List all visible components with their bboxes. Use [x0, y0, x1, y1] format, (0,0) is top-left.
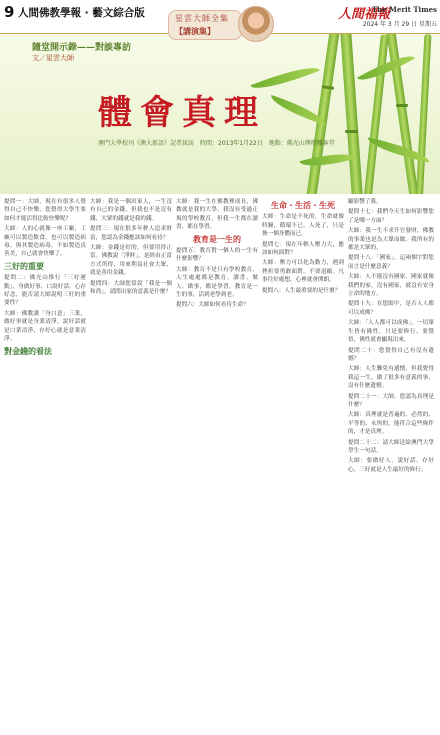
column-badge [168, 10, 242, 40]
paragraph: 提問二：佛光山推行「三好運動」，身做好事、口說好話、心存好念，能否請大師說明三好的重要性？ [4, 275, 86, 307]
text-column-1 [4, 198, 86, 735]
paragraph: 顧影響了我。 [348, 199, 382, 205]
paragraph: 大師：教育不是只有學校教育，人生處處都是教育。讀書、做人、做事，都是學習。教育是一生的事，活到老學到老。 [176, 266, 258, 299]
paragraph: 大師：我一生在佛教裡成長，佛教就是我的大學。我沒有受過正規的學校教育，但我一生都在讀書、都在學習。 [176, 199, 258, 231]
paragraph: 大師：「人人都可以成佛」，一切眾生皆有佛性，只是要修行、要覺悟，佛性就會顯現出來。 [348, 320, 434, 344]
paragraph: 提問十七：我們今天生如何影響您了是哪一方面？ [348, 209, 434, 224]
paragraph: 大師：壓力可以化為動力，遇到挫折要勇敢面對，不要退縮。凡事往好處想，心裡就會開朗。 [262, 260, 344, 284]
paragraph: 大師：人不能沒有國家，國家就像我們的家，沒有國家，就沒有安身立命的地方。 [348, 274, 434, 298]
bamboo-joint [396, 104, 408, 107]
paragraph: 提問二十：您覺得自己有沒有遺憾？ [348, 347, 434, 362]
paragraph: 大師：要做好人、說好話、存好心，三好就是人生最好的修行。 [348, 458, 434, 473]
text-column-4 [262, 198, 344, 735]
page-number: 9 [4, 3, 15, 21]
subhead-three-goods: 三好的重要 [4, 261, 44, 271]
subhead-money-view: 對金錢的看法 [4, 346, 52, 356]
paragraph: 大師：人的心就像一座工廠，工廠可以製造飲食、也可以製造病毒。與其製造病毒，不如製造真善美，自己就會快樂了。 [4, 226, 86, 258]
article-title: 體會真理 [98, 93, 266, 133]
paragraph: 提問六：大師如何看待生命？ [176, 302, 249, 309]
paragraph: 提問七：現在年輕人壓力大，應該如何面對？ [262, 241, 344, 257]
paragraph: 大師：金錢是好的，但要用得正當。佛教說「淨財」，是經由正當方式所得，用來利益社會大眾，就是善用金錢。 [90, 245, 172, 277]
subhead-life-death: 生命・生活・生死 [271, 201, 335, 210]
paragraph: 提問三：現在很多年輕人追求財富，您認為金錢應該如何看待？ [90, 226, 172, 241]
paragraph: 提問五：教育對一個人的一生有什麼影響？ [176, 248, 258, 263]
badge-collection-name: 星雲大師全集 [175, 14, 229, 23]
badge-volume-name: 【講演集】 [175, 27, 215, 36]
subhead-education: 教育是一生的 [193, 234, 241, 244]
author-portrait [238, 6, 274, 42]
series-heading: 隨堂開示錄——對談專訪 [32, 43, 132, 53]
paragraph: 提問二十二：請大師送給澳門大學學生一句話。 [348, 439, 434, 454]
newspaper-logo: 人間福報 [337, 7, 390, 22]
paragraph: 大師：我一生不求升官發財，佛教的事業也是為大眾而做。我所有的都是大眾的。 [348, 228, 434, 252]
issue-date: 2024 年 3 月 29 日 星期五 [362, 21, 437, 28]
series-author: 文／星雲大師 [32, 54, 74, 62]
text-column-3 [176, 198, 258, 735]
paragraph: 提問一：大師，現在有很多人覺得自己不快樂，您覺得大學生要如何才能活得比較快樂呢？ [4, 199, 86, 222]
article-body [4, 150, 436, 735]
paragraph: 大師：真理就是普遍的、必然的、平等的、永恆的。能符合這些條件的，才是真理。 [348, 412, 434, 436]
text-column-5 [348, 198, 434, 735]
newspaper-logo-english: The Merit Times [371, 5, 437, 14]
section-title: 人間佛教學報 · 藝文綜合版 [18, 7, 145, 19]
paragraph: 大師：我是一個出家人，一生沒有自己的金錢，但我也不是沒有錢，大眾的錢就是我的錢。 [90, 199, 172, 222]
paragraph: 提問十九：在您眼中，是否人人都可以成佛？ [348, 301, 434, 316]
bamboo-joint [345, 130, 358, 133]
article-byline: 澳門大學校刊《澳大新語》記者採訪 時間：2013年1月22日 地點：佛光山傳燈樓客堂 [98, 140, 335, 147]
paragraph: 提問四：大師您常說「我是一個和尚」，請問出家的意義是什麼？ [90, 280, 172, 296]
paragraph: 提問十八：「國家」，這兩個字對您而言是什麼意義？ [348, 255, 434, 270]
text-column-2 [90, 198, 172, 735]
paragraph: 提問八：人生最重要的是什麼？ [262, 287, 341, 294]
paragraph: 大師：生命是不死的，生命就像時鐘，循環不已。人死了，只是換一個身體而已。 [262, 214, 344, 238]
paragraph: 提問二十一：大師，您認為真理是什麼？ [348, 393, 434, 408]
paragraph: 大師：人生難免有遺憾，但我覺得我這一生，做了很多有意義的事，沒有什麼遺憾。 [348, 366, 434, 390]
paragraph: 大師：佛教講「身口意」三業，做好事就是身業清淨，說好話就是口業清淨，存好心就是意業清淨。 [4, 310, 86, 343]
